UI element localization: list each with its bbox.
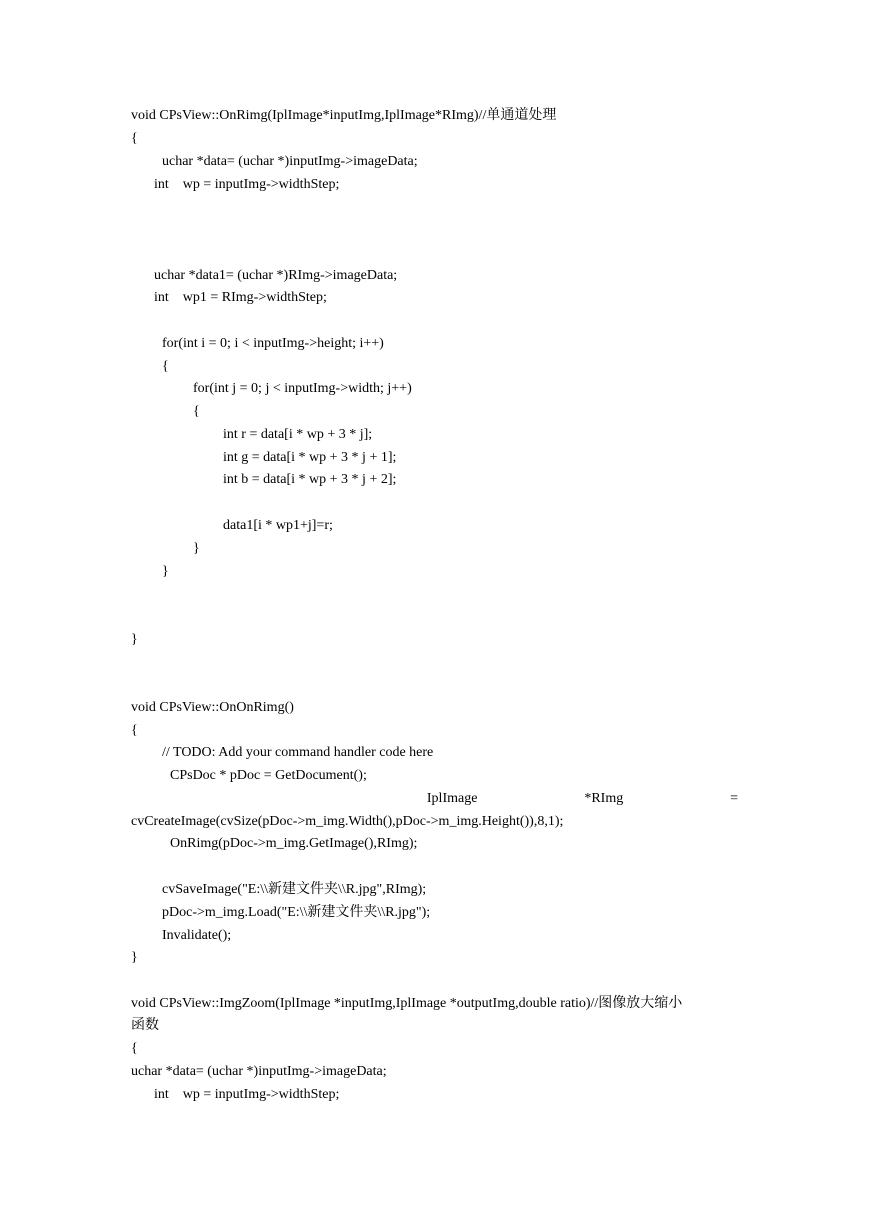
code-line-for-j: for(int j = 0; j < inputImg->width; j++) xyxy=(193,381,412,396)
code-line-get-document: CPsDoc * pDoc = GetDocument(); xyxy=(170,768,367,783)
code-line-create-image-decl xyxy=(131,790,738,808)
code-line-imgzoom-signature: void CPsView::ImgZoom(IplImage *inputImg,IplImage *outputImg,double ratio)//图像放大缩小 xyxy=(131,996,683,1011)
code-line-data1-assign: data1[i * wp1+j]=r; xyxy=(223,518,333,533)
code-line-data-decl: uchar *data= (uchar *)inputImg->imageData; xyxy=(162,154,418,169)
code-line-onrimg-signature: void CPsView::OnRimg(IplImage*inputImg,IplImage*RImg)//单通道处理 xyxy=(131,108,557,123)
code-line-ononrimg-signature: void CPsView::OnOnRimg() xyxy=(131,700,294,715)
code-line-cvcreateimage: cvCreateImage(cvSize(pDoc->m_img.Width(),pDoc->m_img.Height()),8,1); xyxy=(131,814,564,829)
code-line-int-b: int b = data[i * wp + 3 * j + 2]; xyxy=(223,472,397,487)
code-line-for-i: for(int i = 0; i < inputImg->height; i++) xyxy=(162,336,384,351)
code-line-brace: } xyxy=(193,541,200,556)
token-equals: = xyxy=(730,791,738,806)
code-line-todo-comment: // TODO: Add your command handler code here xyxy=(162,745,434,760)
code-line-brace: } xyxy=(162,564,169,579)
code-line-wp-decl: int wp = inputImg->widthStep; xyxy=(154,177,340,192)
code-line-close-brace: } xyxy=(131,632,138,647)
code-line-int-r: int r = data[i * wp + 3 * j]; xyxy=(223,427,373,442)
code-line-invalidate: Invalidate(); xyxy=(162,928,232,943)
code-line-wp-decl: int wp = inputImg->widthStep; xyxy=(154,1087,340,1102)
code-line-call-onrimg: OnRimg(pDoc->m_img.GetImage(),RImg); xyxy=(170,836,418,851)
code-line-imgzoom-signature-cont: 函数 xyxy=(131,1018,159,1033)
code-line-data-decl: uchar *data= (uchar *)inputImg->imageData; xyxy=(131,1064,387,1079)
code-line-brace: { xyxy=(193,404,200,419)
code-line-cvsaveimage: cvSaveImage("E:\\新建文件夹\\R.jpg",RImg); xyxy=(162,882,427,897)
token-rimg: *RImg xyxy=(584,791,624,806)
code-line-open-brace: { xyxy=(131,1041,138,1056)
code-line-close-brace: } xyxy=(131,950,138,965)
code-line-data1-decl: uchar *data1= (uchar *)RImg->imageData; xyxy=(154,268,398,283)
token-iplimage: IplImage xyxy=(426,791,478,806)
code-line-int-g: int g = data[i * wp + 3 * j + 1]; xyxy=(223,450,397,465)
code-line-brace: { xyxy=(162,359,169,374)
code-line-open-brace: { xyxy=(131,131,138,146)
code-line-open-brace: { xyxy=(131,723,138,738)
code-line-load-image: pDoc->m_img.Load("E:\\新建文件夹\\R.jpg"); xyxy=(162,905,431,920)
code-line-wp1-decl: int wp1 = RImg->widthStep; xyxy=(154,290,327,305)
